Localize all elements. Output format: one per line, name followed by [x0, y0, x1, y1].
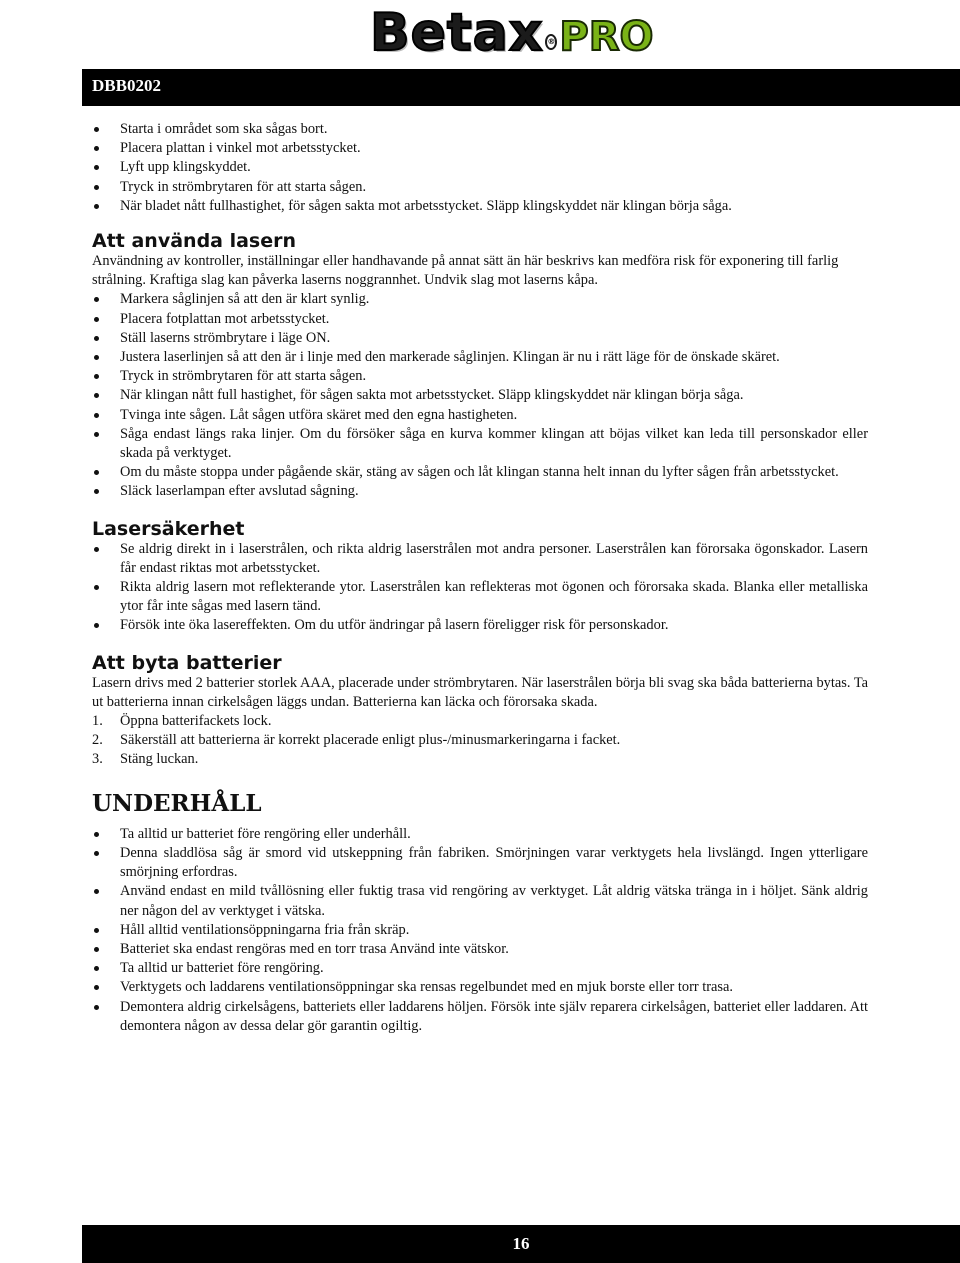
list-item: Såga endast längs raka linjer. Om du försöker såga en kurva kommer klingan att böjas vilket kan leda till personskador eller skada på verktyget.: [92, 425, 868, 463]
bullet-icon: [94, 355, 99, 360]
bullet-icon: [94, 185, 99, 190]
bullet-icon: [94, 623, 99, 628]
list-item: Starta i området som ska sågas bort.: [92, 120, 868, 139]
list-item: När klingan nått full hastighet, för sågen sakta mot arbetsstycket. Släpp klingskyddet när klingan börja såga.: [92, 386, 868, 405]
bullet-icon: [94, 317, 99, 322]
laser-safety-list: [92, 540, 868, 636]
bullet-icon: [94, 204, 99, 209]
list-item: Se aldrig direkt in i laserstrålen, och rikta aldrig laserstrålen mot andra personer. Laserstrålen kan förorsaka ögonskador. Lasern får endast riktas mot arbetsstycket.: [92, 540, 868, 578]
list-item: Försök inte öka lasereffekten. Om du utför ändringar på lasern föreligger risk för personskador.: [92, 616, 868, 635]
step-number: 2.: [92, 732, 103, 749]
list-item: Justera laserlinjen så att den är i linje med den markerade såglinjen. Klingan är nu i rätt läge för de önskade skäret.: [92, 348, 868, 367]
brand-logo: [370, 0, 654, 66]
bullet-icon: [94, 947, 99, 952]
batteries-paragraph: Lasern drivs med 2 batterier storlek AAA, placerade under strömbrytaren. När laserstrålen börja bli svag ska båda batterierna bytas. Ta ut batterierna innan cirkelsågen läggs undan. Batterierna kan läcka och förorsaka skada.: [92, 674, 868, 710]
list-item: Tryck in strömbrytaren för att starta sågen.: [92, 178, 868, 197]
list-item: 3. Stäng luckan.: [92, 750, 868, 769]
bullet-icon: [94, 393, 99, 398]
list-item: Placera plattan i vinkel mot arbetsstycket.: [92, 139, 868, 158]
bullet-icon: [94, 547, 99, 552]
laser-use-list: [92, 290, 868, 501]
bullet-icon: [94, 966, 99, 971]
list-item: Håll alltid ventilationsöppningarna fria från skräp.: [92, 921, 868, 940]
maintenance-list: [92, 825, 868, 1036]
step-number: 3.: [92, 751, 103, 768]
bullet-icon: [94, 146, 99, 151]
list-item: Ta alltid ur batteriet före rengöring.: [92, 959, 868, 978]
bullet-icon: [94, 889, 99, 894]
bullet-icon: [94, 336, 99, 341]
list-item: Verktygets och laddarens ventilationsöppningar ska rensas regelbundet med en mjuk borste eller torr trasa.: [92, 978, 868, 997]
logo-registered-mark: ®: [545, 34, 557, 50]
bullet-icon: [94, 928, 99, 933]
footer-bar: [82, 1225, 960, 1263]
section-heading-maintenance: UNDERHÅLL: [92, 789, 262, 817]
laser-use-paragraph: Användning av kontroller, inställningar eller handhavande på annat sätt än här beskrivs kan medföra risk för exponering till farlig strålning. Kraftiga slag kan påverka laserns noggrannhet. Undvik slag mot laserns kåpa.: [92, 253, 839, 289]
bullet-icon: [94, 489, 99, 494]
list-item: Placera fotplattan mot arbetsstycket.: [92, 310, 868, 329]
list-item: Rikta aldrig lasern mot reflekterande ytor. Laserstrålen kan reflekteras mot ögonen och förorsaka skada. Blanka eller metalliska ytor får inte sågas med lasern tänd.: [92, 578, 868, 616]
page-content: [92, 120, 868, 1036]
step-number: 1.: [92, 713, 103, 730]
list-item: Markera såglinjen så att den är klart synlig.: [92, 290, 868, 309]
list-item: Demontera aldrig cirkelsågens, batteriets eller laddarens höljen. Försök inte själv reparera cirkelsågen, batteriet eller laddaren. Att demontera någon av dessa delar gör garantin ogiltig.: [92, 998, 868, 1036]
bullet-icon: [94, 297, 99, 302]
bullet-icon: [94, 1005, 99, 1010]
bullet-icon: [94, 127, 99, 132]
list-item: 1. Öppna batterifackets lock.: [92, 712, 868, 731]
list-item: Tryck in strömbrytaren för att starta sågen.: [92, 367, 868, 386]
page-number: 16: [512, 1234, 530, 1253]
logo-pro-text: PRO: [559, 14, 654, 60]
intro-list: [92, 120, 868, 216]
list-item: Ta alltid ur batteriet före rengöring eller underhåll.: [92, 825, 868, 844]
list-item: Lyft upp klingskyddet.: [92, 158, 868, 177]
model-code: DBB0202: [92, 76, 161, 95]
bullet-icon: [94, 985, 99, 990]
section-heading-laser-use: Att använda lasern: [92, 230, 297, 253]
bullet-icon: [94, 851, 99, 856]
list-item: Använd endast en mild tvållösning eller fuktig trasa vid rengöring av verktyget. Låt aldrig vätska tränga in i höljet. Sänk aldrig ner någon del av verktyget i vätska.: [92, 882, 868, 920]
bullet-icon: [94, 585, 99, 590]
logo-brand-text: Betax: [370, 3, 544, 63]
list-item: Denna sladdlösa såg är smord vid utskeppning från fabriken. Smörjningen varar verktygets hela livslängd. Ingen ytterligare smörjning erfordras.: [92, 844, 868, 882]
list-item: Tvinga inte sågen. Låt sågen utföra skäret med den egna hastigheten.: [92, 406, 868, 425]
bullet-icon: [94, 413, 99, 418]
list-item: När bladet nått fullhastighet, för sågen sakta mot arbetsstycket. Släpp klingskyddet när klingan börja såga.: [92, 197, 868, 216]
bullet-icon: [94, 374, 99, 379]
batteries-steps: [92, 712, 868, 770]
bullet-icon: [94, 832, 99, 837]
header-bar: [82, 69, 960, 106]
list-item: 2. Säkerställ att batterierna är korrekt placerade enligt plus-/minusmarkeringarna i facket.: [92, 731, 868, 750]
section-heading-laser-safety: Lasersäkerhet: [92, 517, 245, 540]
list-item: Batteriet ska endast rengöras med en torr trasa Använd inte vätskor.: [92, 940, 868, 959]
list-item: Släck laserlampan efter avslutad sågning.: [92, 482, 868, 501]
bullet-icon: [94, 432, 99, 437]
list-item: Om du måste stoppa under pågående skär, stäng av sågen och låt klingan stanna helt innan du lyfter sågen från arbetsstycket.: [92, 463, 868, 482]
bullet-icon: [94, 470, 99, 475]
list-item: Ställ laserns strömbrytare i läge ON.: [92, 329, 868, 348]
section-heading-batteries: Att byta batterier: [92, 651, 282, 674]
bullet-icon: [94, 165, 99, 170]
